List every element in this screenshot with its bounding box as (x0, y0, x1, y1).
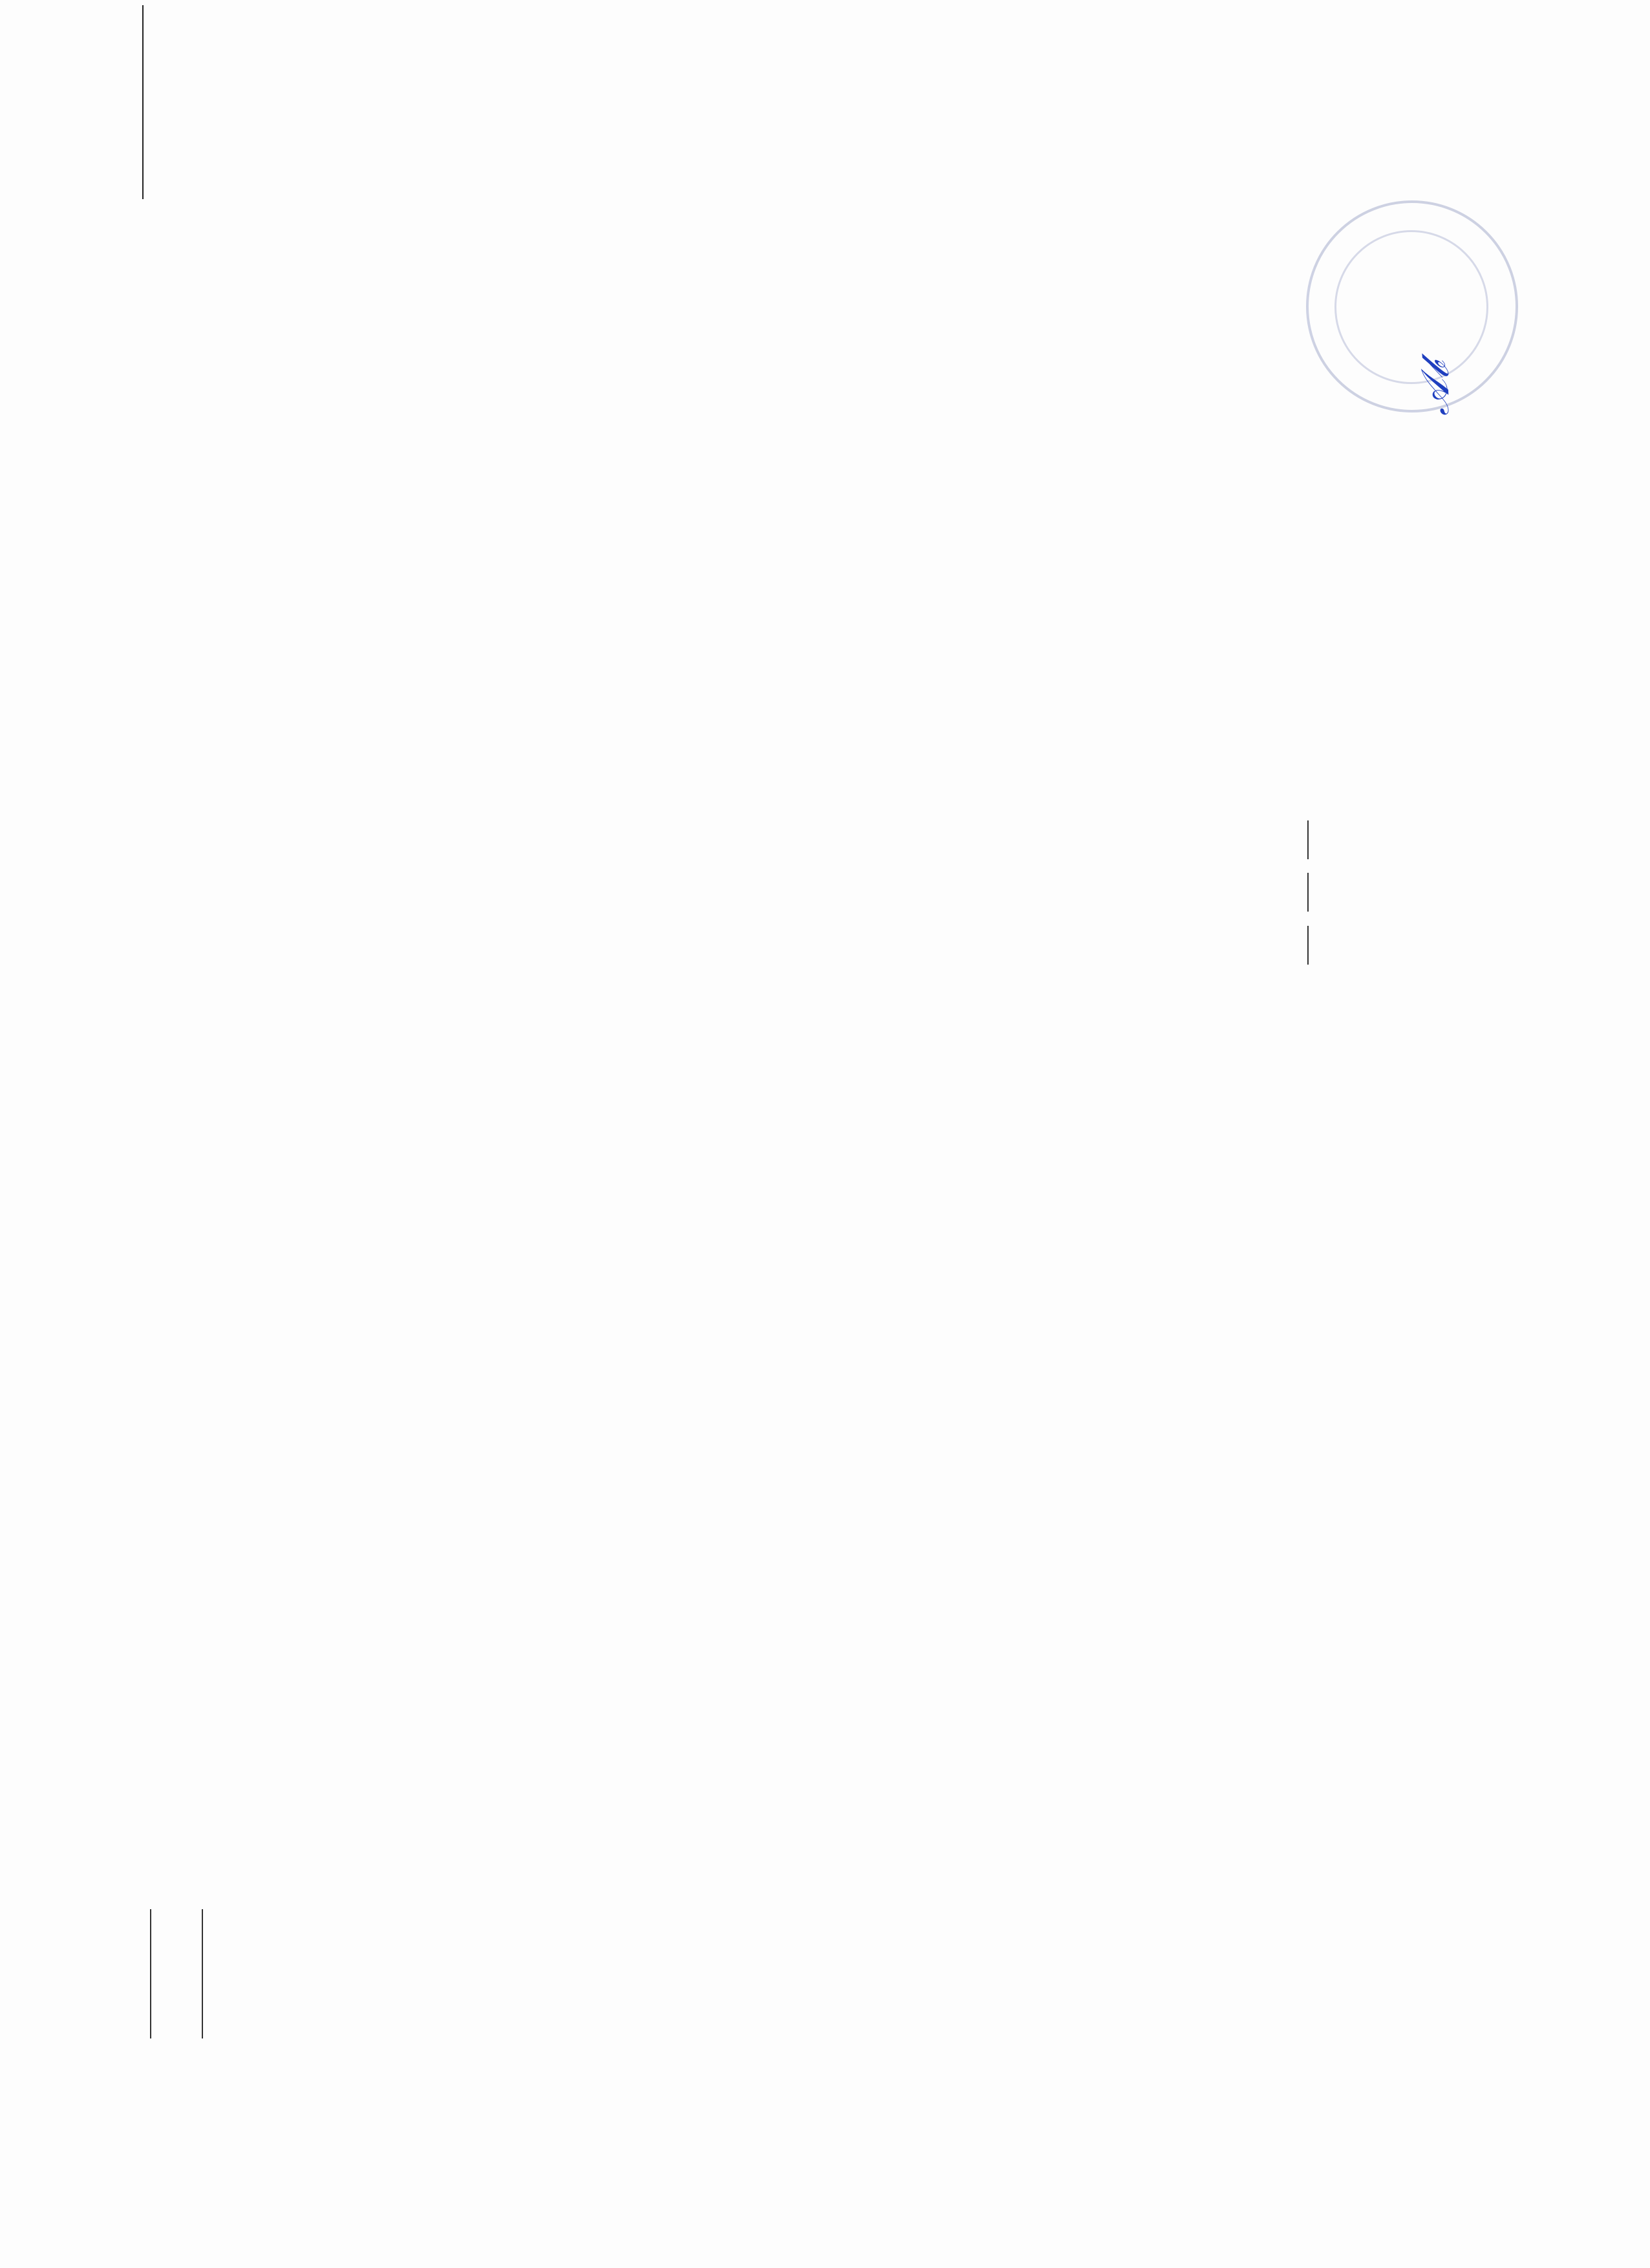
director-signature: 𝒜𝒷 (1413, 362, 1458, 416)
total-underline (142, 5, 144, 199)
received-by-line (129, 1909, 158, 2045)
issued-by-line (181, 1909, 209, 2045)
